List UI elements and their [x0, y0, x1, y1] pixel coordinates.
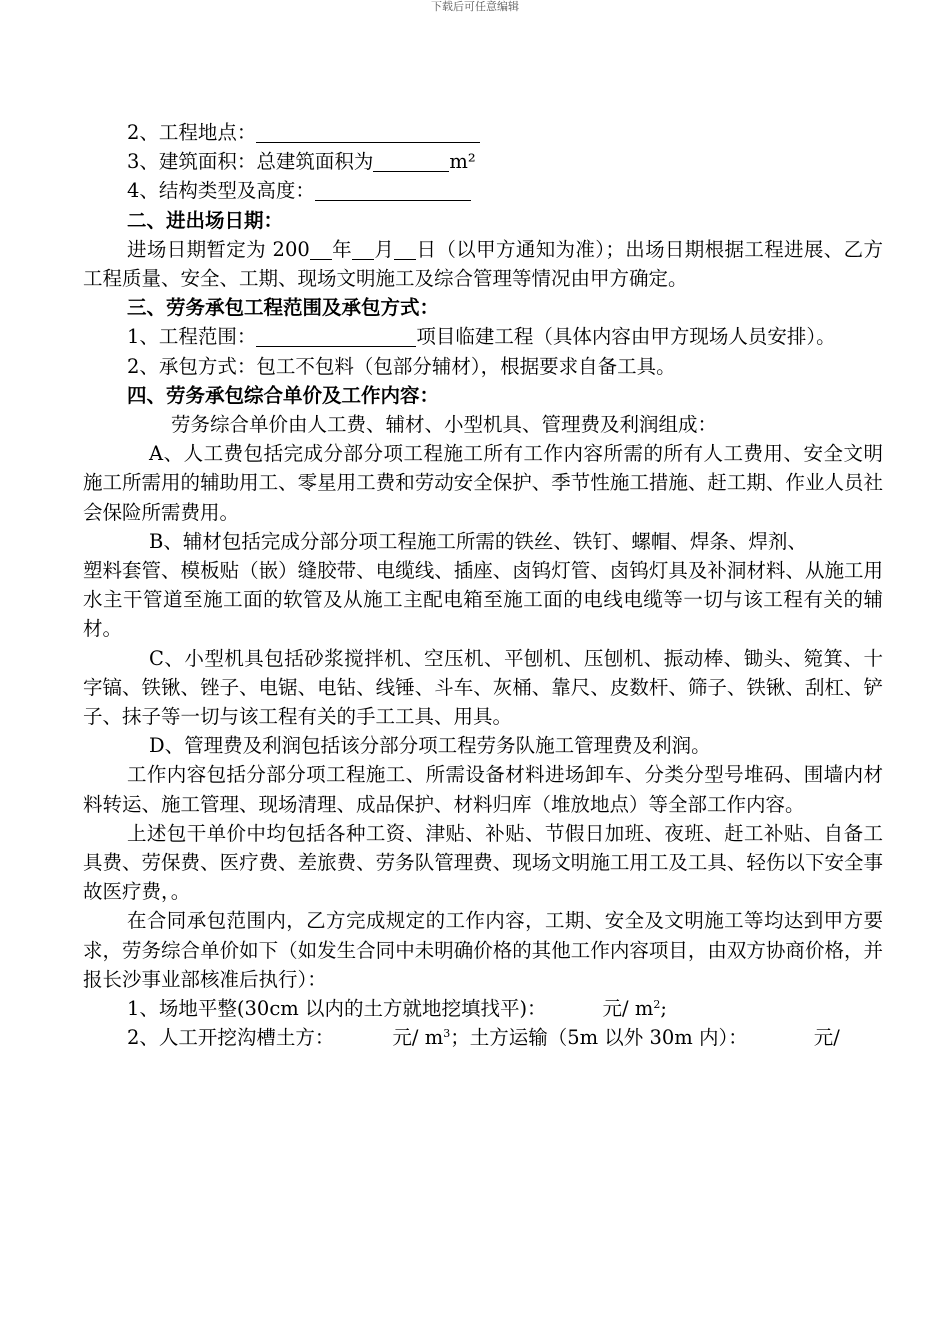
price-item-2: 2、人工开挖沟槽土方： 元/ $m^3$；土方运输（5m 以外 30m 内）： 元/ — [127, 1026, 840, 1050]
structure-type-line: 4、结构类型及高度： — [83, 176, 883, 205]
section-heading-4: 四、劳务承包综合单价及工作内容： — [127, 383, 440, 407]
labor-cost-paragraph: A、人工费包括完成分部分项工程施工所有工作内容所需的所有人工费用、安全文明施工所需用的辅助用工、零星用工费和劳动安全保护、季节性施工措施、赶工期、作业人员社会保险所需费用。 — [83, 442, 883, 524]
lump-sum-paragraph: 上述包干单价中均包括各种工资、津贴、补贴、节假日加班、夜班、赶工补贴、自备工具费、劳保费、医疗费、差旅费、劳务队管理费、现场文明施工用工及工具、轻伤以下安全事故医疗费，。 — [83, 821, 883, 904]
scope-paragraph: 1、工程范围： 项目临建工程（具体内容由甲方现场人员安排）。 — [127, 325, 836, 349]
blank-underline — [352, 239, 374, 260]
price-composition-line: 劳务综合单价由人工费、辅材、小型机具、管理费及利润组成： — [171, 413, 718, 437]
contract-method-line: 2、承包方式：包工不包料（包部分辅材），根据要求自备工具。 — [127, 354, 676, 378]
management-fee-line: D、管理费及利润包括该分部分项工程劳务队施工管理费及利润。 — [149, 734, 711, 758]
blank-underline — [394, 239, 416, 260]
materials-paragraph-rest: 塑料套管、模板贴（嵌）缝胶带、电缆线、插座、卤钨灯管、卤钨灯具及补洞材料、从施工用水主干管道至施工面的软管及从施工主配电箱至施工面的电线电缆等一切与该工程有关的辅材。 — [83, 559, 883, 641]
entry-exit-paragraph: 进场日期暂定为 200 年 月 日（以甲方通知为准）；出场日期根据工程进展、乙方工程质量、安全、工期、现场文明施工及综合管理等情况由甲方确定。 — [83, 237, 883, 291]
blank-underline — [310, 239, 332, 260]
materials-paragraph-line1: B、辅材包括完成分部分项工程施工所需的铁丝、铁钉、螺帽、焊条、焊剂、 — [149, 529, 807, 553]
building-area-line: 3、建筑面积：总建筑面积为 m² — [127, 150, 476, 174]
unit-price-intro-paragraph: 在合同承包范围内，乙方完成规定的工作内容，工期、安全及文明施工等均达到甲方要求，劳务综合单价如下（如发生合同中未明确价格的其他工作内容项目，由双方协商价格，并报长沙事业部核准后执行）： — [83, 909, 883, 991]
watermark: 下载后可任意编辑 — [431, 0, 519, 13]
price-item-1: 1、场地平整(30cm 以内的土方就地挖填找平)： 元/ $m^2$; — [127, 997, 667, 1021]
blank-underline — [315, 180, 471, 201]
document-body — [83, 118, 883, 1053]
project-location-line: 2、工程地点： — [83, 118, 883, 147]
blank-underline — [373, 151, 449, 172]
section-heading-3: 三、劳务承包工程范围及承包方式： — [127, 296, 440, 320]
blank-underline — [256, 122, 480, 143]
tools-paragraph: C、小型机具包括砂浆搅拌机、空压机、平刨机、压刨机、振动棒、锄头、箢箕、十字镐、铁锹、锉子、电锯、电钻、线锤、斗车、灰桶、靠尺、皮数杆、筛子、铁锹、刮杠、铲子、抹子等一切与该工程有关的手工工具、用具。 — [83, 646, 883, 729]
blank-underline — [256, 326, 416, 347]
section-heading-2: 二、进出场日期： — [127, 208, 284, 232]
work-content-paragraph: 工作内容包括分部分项工程施工、所需设备材料进场卸车、分类分型号堆码、围墙内材料转运、施工管理、现场清理、成品保护、材料归库（堆放地点）等全部工作内容。 — [83, 763, 883, 816]
